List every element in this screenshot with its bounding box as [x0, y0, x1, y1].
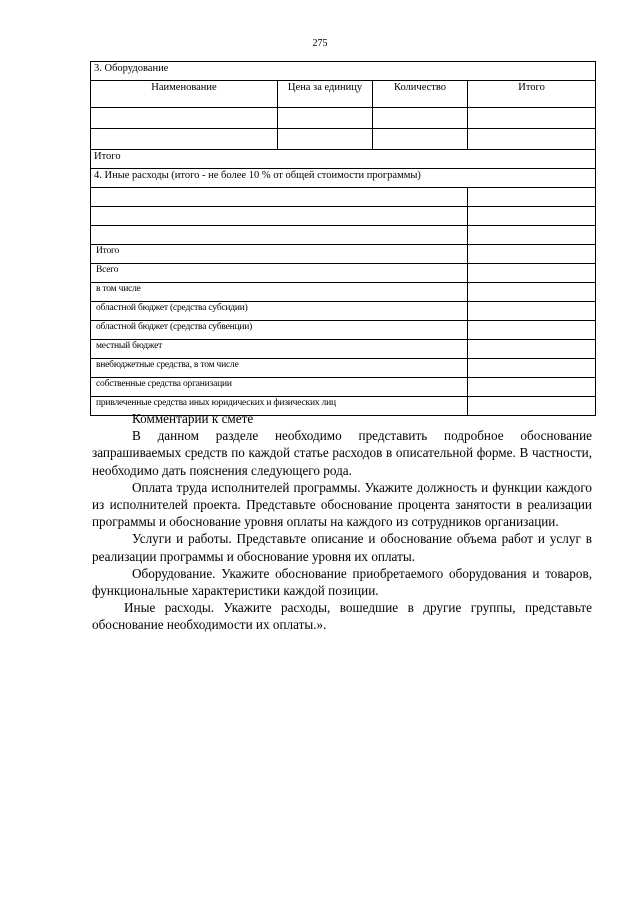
cell: [91, 108, 278, 129]
summary-label-own: собственные средства организации: [91, 378, 468, 397]
other-empty-row: [91, 226, 596, 245]
comments-paragraph-intro: В данном разделе необходимо представить подробное обоснование запрашиваемых средств по каждой статье расходов в описательной форме. В частности, необходимо дать пояснения следующего рода.: [92, 428, 592, 478]
summary-row: [91, 302, 596, 321]
cell: [91, 188, 468, 207]
summary-label-attracted: привлеченные средства иных юридических и физических лиц: [91, 397, 468, 416]
cell: [468, 283, 596, 302]
budget-table: [90, 61, 596, 416]
other-empty-row: [91, 188, 596, 207]
comments-paragraph-services: Услуги и работы. Представьте описание и обоснование объема работ и услуг в реализации программы и обоснование уровня их оплаты.: [92, 531, 592, 564]
summary-label-including: в том числе: [91, 283, 468, 302]
other-section-title: 4. Иные расходы (итого - не более 10 % от общей стоимости программы): [91, 169, 596, 188]
equipment-empty-row: [91, 129, 596, 150]
summary-row: [91, 245, 596, 264]
header-unit-price: Цена за единицу: [278, 81, 373, 108]
comments-paragraph-salary: Оплата труда исполнителей программы. Укажите должность и функции каждого из исполнителей проекта. Представьте обоснование процента занятости в реализации программы и обоснование уровня оплаты на каждого из сотрудников организации.: [92, 479, 592, 530]
other-section-row: [91, 169, 596, 188]
cell: [468, 264, 596, 283]
cell: [468, 108, 596, 129]
cell: [373, 108, 468, 129]
cell: [468, 302, 596, 321]
header-name: Наименование: [91, 81, 278, 108]
cell: [278, 129, 373, 150]
cell: [278, 108, 373, 129]
cell: [468, 129, 596, 150]
comments-paragraph-other: Иные расходы. Укажите расходы, вошедшие в другие группы, представьте обоснование необходимости их оплаты.».: [92, 600, 592, 633]
summary-row: [91, 340, 596, 359]
cell: [468, 340, 596, 359]
equipment-section-title: 3. Оборудование: [91, 62, 596, 81]
equipment-header-row: [91, 81, 596, 108]
summary-label-regional-subvention: областной бюджет (средства субвенции): [91, 321, 468, 340]
cell: [468, 226, 596, 245]
cell: [91, 226, 468, 245]
summary-label-regional-subsidy: областной бюджет (средства субсидии): [91, 302, 468, 321]
page-number: 275: [312, 38, 328, 49]
equipment-total-row: [91, 150, 596, 169]
cell: [91, 207, 468, 226]
cell: [468, 359, 596, 378]
comments-title: Комментарии к смете: [132, 411, 254, 426]
header-total: Итого: [468, 81, 596, 108]
comments-block: [92, 410, 592, 634]
cell: [91, 129, 278, 150]
cell: [468, 245, 596, 264]
summary-row: [91, 264, 596, 283]
cell: [373, 129, 468, 150]
header-quantity: Количество: [373, 81, 468, 108]
cell: [468, 321, 596, 340]
summary-label-local: местный бюджет: [91, 340, 468, 359]
comments-paragraph-equipment: Оборудование. Укажите обоснование приобретаемого оборудования и товаров, функциональные характеристики каждой позиции.: [92, 565, 592, 599]
equipment-total-label: Итого: [91, 150, 596, 169]
summary-row: [91, 359, 596, 378]
summary-row: [91, 378, 596, 397]
summary-label-all: Всего: [91, 264, 468, 283]
cell: [468, 188, 596, 207]
cell: [468, 378, 596, 397]
equipment-empty-row: [91, 108, 596, 129]
summary-label-total: Итого: [91, 245, 468, 264]
cell: [468, 207, 596, 226]
summary-label-extrabudget: внебюджетные средства, в том числе: [91, 359, 468, 378]
summary-row: [91, 283, 596, 302]
equipment-section-row: [91, 62, 596, 81]
summary-row: [91, 321, 596, 340]
other-empty-row: [91, 207, 596, 226]
